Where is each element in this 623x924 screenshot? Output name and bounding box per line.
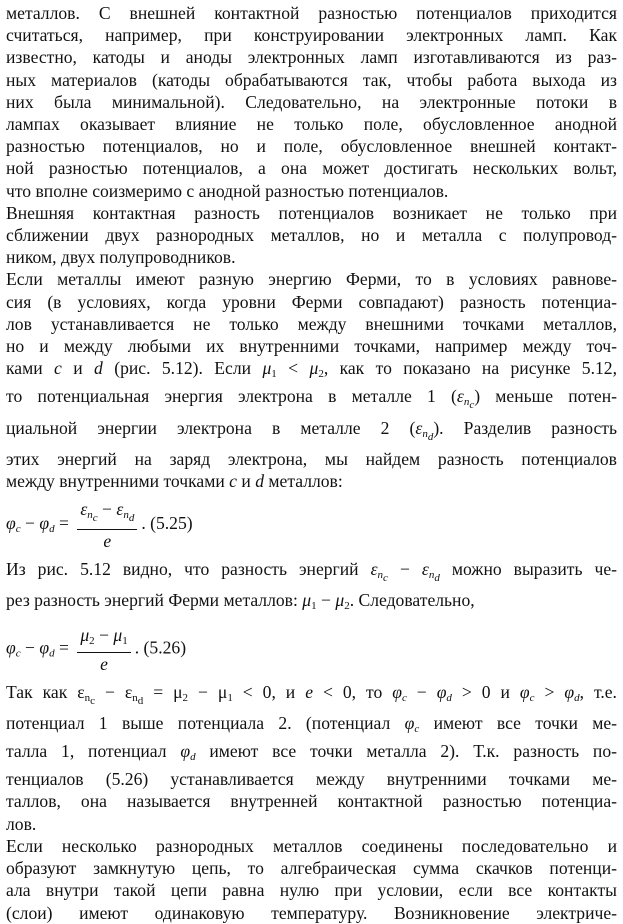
formula-5-25: $\varphi_c - \varphi_d$ = $\frac{\varepsilon_{n_c} - \varepsilon_{n_d}}{e}$ . (5.25): [6, 499, 193, 552]
text-line: тенциалов (5.26) устанавливается между внутренними точками ме-: [6, 769, 617, 790]
text-line: сия (в условиях, когда уровни Ферми совпадают) разность потенциа-: [6, 291, 617, 312]
text-line: но и между любыми их внутренними точками, например между точ-: [6, 336, 617, 357]
text-line: ных материалов (катоды обрабатываются так, чтобы работа выхода из: [6, 69, 617, 90]
text-line-math: талла 1, потенциал $\varphi_d$ имеют все точки металла 2). Т.к. разность по-: [6, 741, 617, 764]
text-line: сближении двух разнородных металлов, но и металла с полупровод-: [6, 225, 617, 246]
text-line: разностью потенциалов, но и поле, обусловленное внешней контакт-: [6, 136, 617, 157]
text-line-math: циальной энергии электрона в металле 2 $(\varepsilon_{n_d})$. Разделив разность: [6, 417, 617, 443]
text-line: ной разностью потенциалов, а она может достигать нескольких вольт,: [6, 158, 617, 179]
text-line-math: то потенциальная энергия электрона в металле 1 $(\varepsilon_{n_c})$ меньше потен-: [6, 386, 617, 412]
text-line-math: рез разность энергий Ферми металлов: $\mu_1 - \mu_2$. Следовательно,: [6, 590, 475, 613]
text-line-math: между внутренними точками c и d металлов:: [6, 471, 343, 492]
text-line: лов устанавливается не только между внешними точками металлов,: [6, 313, 617, 334]
text-line-math: потенциал 1 выше потенциала 2. (потенциал $\varphi_c$ имеют все точки ме-: [6, 712, 618, 735]
text-line: образуют замкнутую цепь, то алгебраическая сумма скачков потенци-: [6, 858, 617, 879]
text-line: (слои) имеют одинаковую температуру. Возникновение электриче-: [6, 902, 617, 923]
text-line: что вполне соизмеримо с анодной разностью потенциалов.: [6, 180, 449, 201]
text-line: известно, катоды и аноды электронных ламп изготавливаются из раз-: [6, 47, 617, 68]
text-line: таллов, она называется внутренней контактной разностью потенциа-: [6, 791, 617, 812]
text-line: Если несколько разнородных металлов соединены последовательно и: [6, 835, 617, 856]
text-line: этих энергий на заряд электрона, мы найдем разность потенциалов: [6, 448, 617, 469]
text-line: ником, двух полупроводников.: [6, 247, 236, 268]
text-line: лов.: [6, 813, 37, 834]
text-line: них была минимальной). Следовательно, на электронные потоки в: [6, 91, 617, 112]
text-line-math: Так как $\varepsilon_{n_c} - \varepsilon_{n_d} = \mu_2 - \mu_1 < 0$, и e < 0, то $\varphi_c - \varphi_d > 0$ и $\varphi_c > \varphi_d$, т.е.: [6, 681, 617, 707]
text-line-math: ками c и d (рис. 5.12). Если $\mu_1 < \mu_2$, как то показано на рисунке 5.12,: [6, 358, 617, 381]
text-line: ала внутри такой цепи равна нулю при условии, если все контакты: [6, 880, 617, 901]
fraction: $\frac{\mu_2 - \mu_1}{e}$: [77, 624, 130, 675]
formula-5-26: $\varphi_c - \varphi_d$ = $\frac{\mu_2 - \mu_1}{e}$ . (5.26): [6, 624, 187, 674]
text-line: металлов. С внешней контактной разностью потенциалов приходится: [6, 3, 617, 23]
text-line: лампах оказывает влияние не только поле, обусловленное анодной: [6, 114, 617, 135]
text-line: считаться, например, при конструировании электронных ламп. Как: [6, 25, 617, 46]
text-line-math: Из рис. 5.12 видно, что разность энергий $\varepsilon_{n_c} - \varepsilon_{n_d}$ можно выразить че-: [6, 559, 618, 585]
text-line: Внешняя контактная разность потенциалов возникает не только при: [6, 202, 617, 223]
fraction: $\frac{\varepsilon_{n_c} - \varepsilon_{n_d}}{e}$: [77, 498, 137, 552]
text-line: Если металлы имеют разную энергию Ферми, то в условиях равнове-: [6, 269, 617, 290]
